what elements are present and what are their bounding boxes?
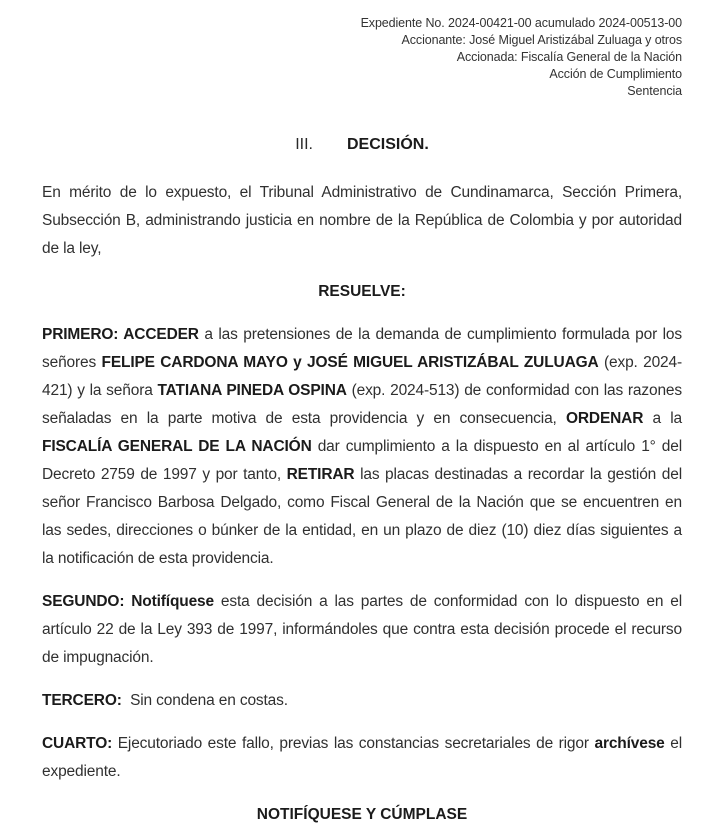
closing-heading: NOTIFÍQUESE Y CÚMPLASE: [256, 806, 468, 823]
section-numeral: III.: [295, 136, 313, 153]
case-caption-header: [42, 15, 682, 100]
section-title: DECISIÓN.: [346, 136, 429, 153]
resuelve-heading: RESUELVE:: [318, 283, 406, 300]
paragraph-intro: En mérito de lo expuesto, el Tribunal Administrativo de Cundinamarca, Sección Primera, Subsección B, administrando justicia en nombre de la República de Colombia y por autoridad de la ley,: [42, 184, 682, 257]
header-line-accion: Acción de Cumplimiento: [549, 67, 682, 81]
paragraph-segundo: SEGUNDO: Notifíquese esta decisión a las partes de conformidad con lo dispuesto en el artículo 22 de la Ley 393 de 1997, informándoles que contra esta decisión procede el recurso de impugnación.: [42, 593, 682, 666]
section-heading-decision: [42, 131, 682, 159]
header-line-accionada: Accionada: Fiscalía General de la Nación: [456, 50, 682, 64]
header-line-accionante: Accionante: José Miguel Aristizábal Zuluaga y otros: [401, 33, 682, 47]
paragraph-primero: PRIMERO: ACCEDER a las pretensiones de la demanda de cumplimiento formulada por los señores FELIPE CARDONA MAYO y JOSÉ MIGUEL ARISTIZÁBAL ZULUAGA (exp. 2024-421) y la señora TATIANA PINEDA OSPINA (exp. 2024-513) de conformidad con las razones señaladas en la parte motiva de esta providencia y en consecuencia, ORDENAR a la FISCALÍA GENERAL DE LA NACIÓN dar cumplimiento a la dispuesto en al artículo 1° del Decreto 2759 de 1997 y por tanto, RETIRAR las placas destinadas a recordar la gestión del señor Francisco Barbosa Delgado, como Fiscal General de la Nación que se encuentren en las sedes, direcciones o búnker de la entidad, en un plazo de diez (10) diez días siguientes a la notificación de esta providencia.: [42, 326, 682, 567]
paragraph-tercero: TERCERO: Sin condena en costas.: [42, 692, 288, 709]
header-line-sentencia: Sentencia: [627, 84, 682, 98]
header-line-expediente: Expediente No. 2024-00421-00 acumulado 2024-00513-00: [360, 16, 682, 30]
paragraph-cuarto: CUARTO: Ejecutoriado este fallo, previas las constancias secretariales de rigor archívese el expediente.: [42, 735, 683, 780]
